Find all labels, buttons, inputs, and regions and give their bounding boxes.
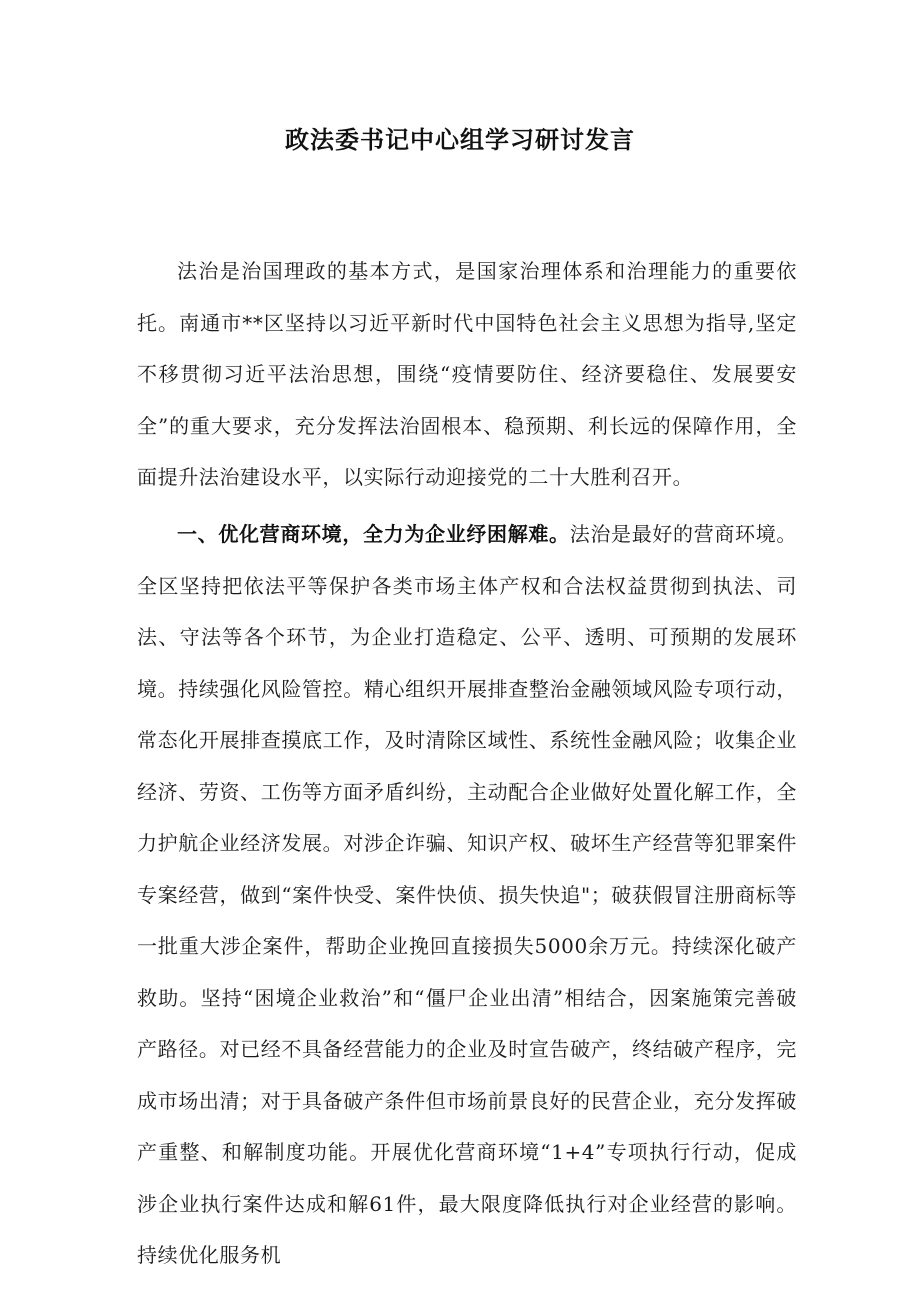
section-heading: 一、优化营商环境，全力为企业纾困解难。 xyxy=(177,522,570,546)
document-title: 政法委书记中心组学习研讨发言 xyxy=(285,126,635,154)
paragraph-section-one xyxy=(137,509,797,1282)
paragraph-text: 法治是最好的营商环境。全区坚持把依法平等保护各类市场主体产权和合法权益贯彻到执法、司法、守法等各个环节，为企业打造稳定、公平、透明、可预期的发展环境。持续强化风险管控。精心组织开展排查整治金融领域风险专项行动，常态化开展排查摸底工作，及时清除区域性、系统性金融风险；收集企业经济、劳资、工伤等方面矛盾纠纷，主动配合企业做好处置化解工作，全力护航企业经济发展。对涉企诈骗、知识产权、破坏生产经营等犯罪案件专案经营，做到“案件快受、案件快侦、损失快追"；破获假冒注册商标等一批重大涉企案件，帮助企业挽回直接损失5000余万元。持续深化破产救助。坚持“困境企业救治”和“僵尸企业出清”相结合，因案施策完善破产路径。对已经不具备经营能力的企业及时宣告破产，终结破产程序，完成市场出清；对于具备破产条件但市场前景良好的民营企业，充分发挥破产重整、和解制度功能。开展优化营商环境“1+4”专项执行行动，促成涉企业执行案件达成和解61件，最大限度降低执行对企业经营的影响。持续优化服务机 xyxy=(137,522,797,1267)
paragraph-text: 法治是治国理政的基本方式，是国家治理体系和治理能力的重要依托。南通市**区坚持以习近平新时代中国特色社会主义思想为指导,坚定不移贯彻习近平法治思想，围绕“疫情要防住、经济要稳住、发展要安全”的重大要求，充分发挥法治固根本、稳预期、利长远的保障作用，全面提升法治建设水平，以实际行动迎接党的二十大胜利召开。 xyxy=(137,259,797,489)
paragraph-intro xyxy=(137,246,797,504)
